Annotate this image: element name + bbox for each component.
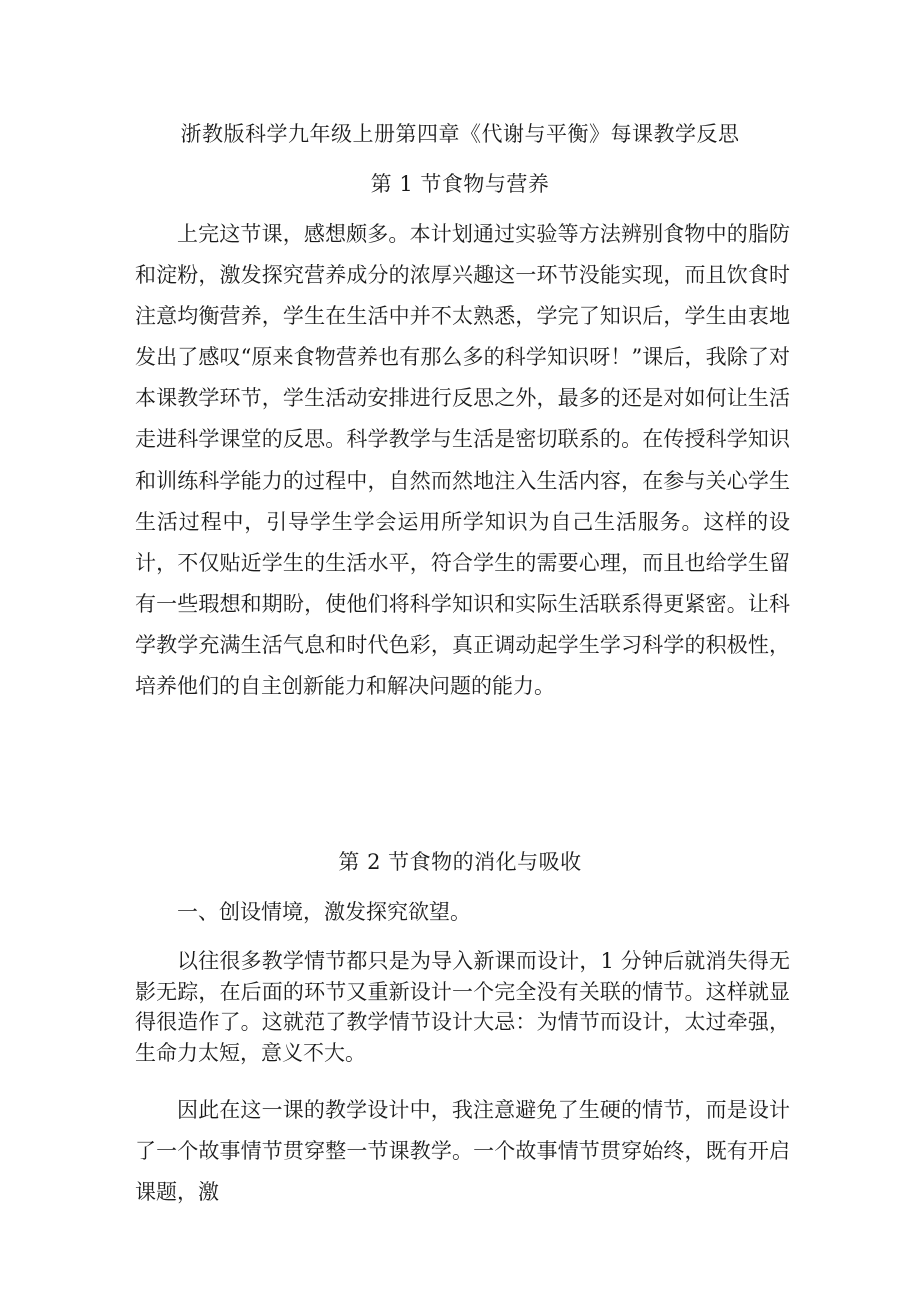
section-2-paragraph-2: 因此在这一课的教学设计中，我注意避免了生硬的情节，而是设计了一个故事情节贯穿整一节课教学。一个故事情节贯穿始终，既有开启课题，激 (135, 1098, 790, 1204)
section-2-paragraph-1: 以往很多教学情节都只是为导入新课而设计，1 分钟后就消失得无影无踪，在后面的环节又重新设计一个完全没有关联的情节。这样就显得很造作了。这就范了教学情节设计大忌：为情节而设计，太过牵强，生命力太短，意义不大。 (135, 949, 790, 1065)
document-title: 浙教版科学九年级上册第四章《代谢与平衡》每课教学反思 (180, 122, 740, 146)
section-2-subheading: 一、创设情境，激发探究欲望。 (177, 900, 471, 924)
section-1-paragraph: 上完这节课，感想颇多。本计划通过实验等方法辨别食物中的脂防和淀粉，激发探究营养成分的浓厚兴趣这一环节没能实现，而且饮食时注意均衡营养，学生在生活中并不太熟悉，学完了知识后，学生由衷地发出了感叹“原来食物营养也有那么多的科学知识呀！”课后，我除了对本课教学环节，学生活动安排进行反思之外，最多的还是对如何让生活走进科学课堂的反思。科学教学与生活是密切联系的。在传授科学知识和训练科学能力的过程中，自然而然地注入生活内容，在参与关心学生生活过程中，引导学生学会运用所学知识为自己生活服务。这样的设计，不仅贴近学生的生活水平，符合学生的需要心理，而且也给学生留有一些瑕想和期盼，使他们将科学知识和实际生活联系得更紧密。让科学教学充满生活气息和时代色彩，真正调动起学生学习科学的积极性，培养他们的自主创新能力和解决问题的能力。 (135, 222, 790, 699)
section-1-heading: 第 1 节食物与营养 (370, 172, 550, 196)
section-2-heading: 第 2 节食物的消化与吸收 (338, 850, 582, 874)
